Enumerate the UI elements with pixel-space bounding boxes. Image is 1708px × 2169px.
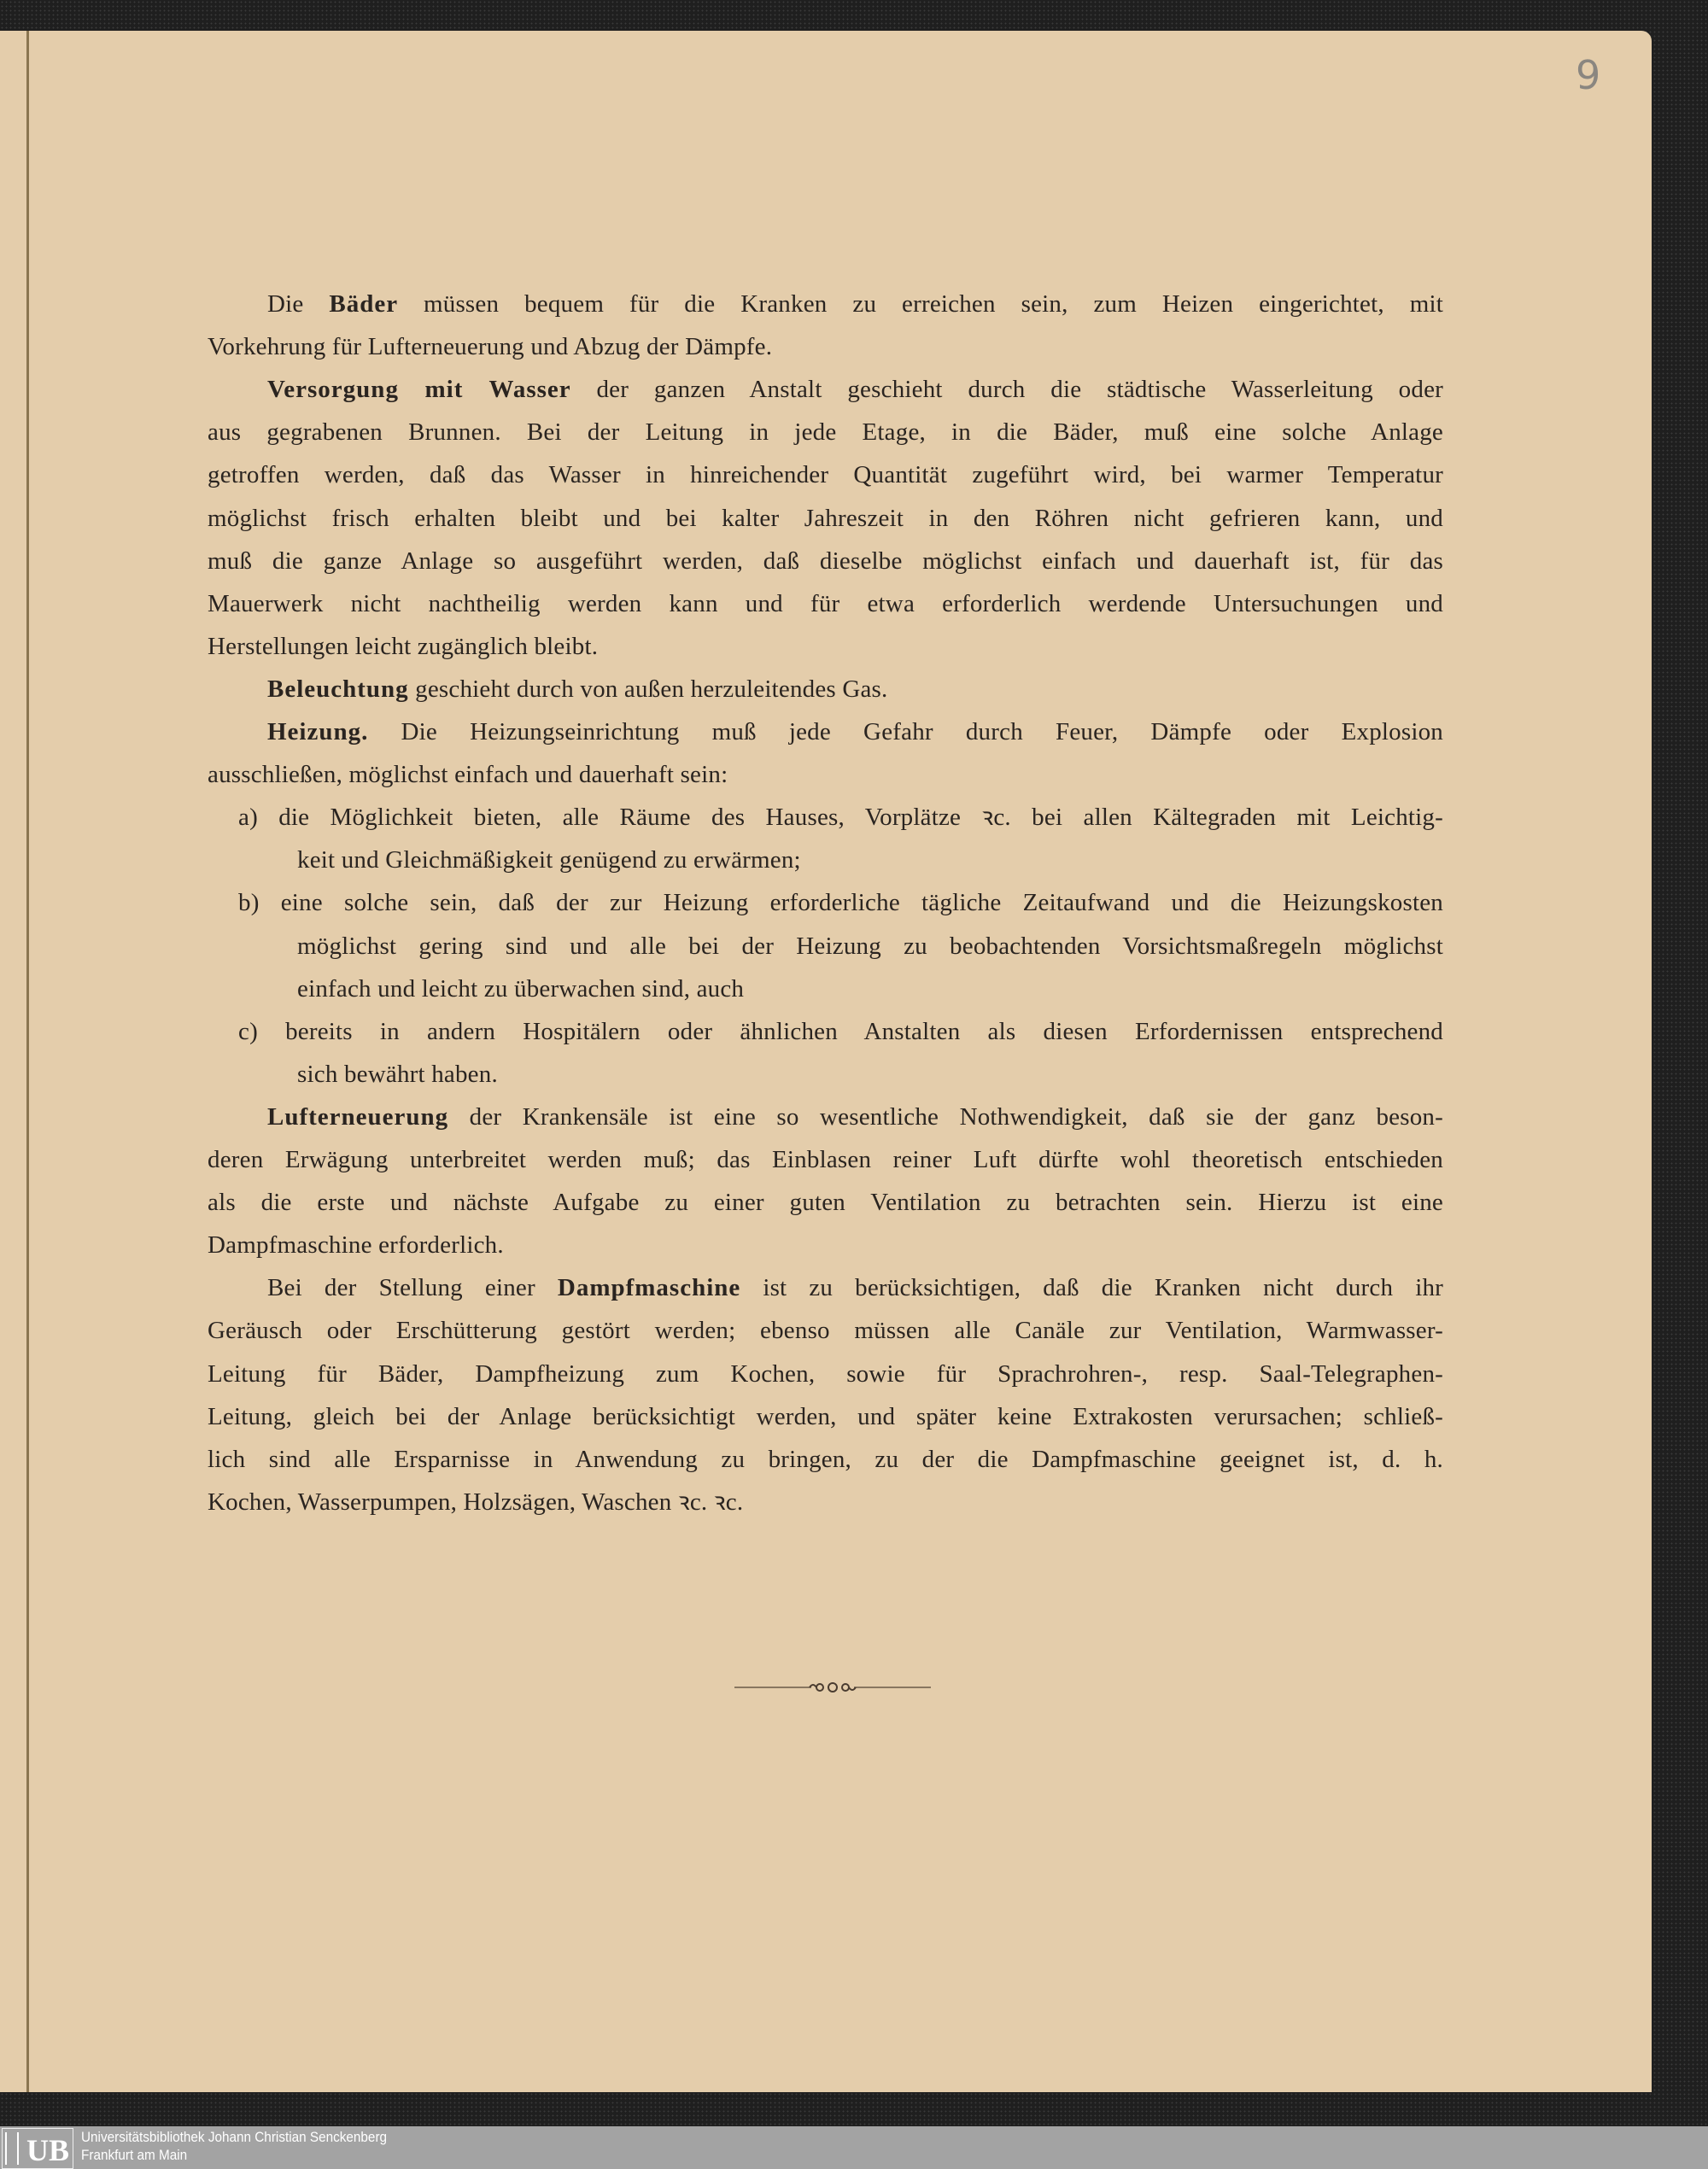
text-line (267, 672, 1443, 706)
text-segment: Kochen, Wasserpumpen, Holzsägen, Waschen ꝛc. ꝛc. (208, 1488, 744, 1516)
text-line (267, 1100, 1443, 1134)
text-line (208, 587, 1443, 621)
logo-text: UB (26, 2133, 69, 2167)
text-line (208, 544, 1443, 578)
text-line (208, 1143, 1443, 1177)
text-segment: müssen bequem für die Kranken zu erreichen sein, zum Heizen eingerichtet, mit (398, 290, 1443, 318)
ub-logo (2, 2128, 73, 2169)
text-line (208, 1228, 1443, 1262)
text-line (208, 1313, 1443, 1348)
text-segment: ist zu berücksichtigen, daß die Kranken nicht durch ihr (740, 1274, 1444, 1302)
text-segment: lich sind alle Ersparnisse in Anwendung zu bringen, zu der die Dampfmaschine geeignet ist, d. h. (208, 1445, 1443, 1473)
ornament-divider (734, 1679, 931, 1696)
text-line (238, 1014, 1443, 1049)
document-page (0, 31, 1652, 2092)
text-segment: Die (267, 290, 330, 318)
text-line (297, 972, 1443, 1006)
text-segment: Vorkehrung für Lufterneuerung und Abzug der Dämpfe. (208, 333, 773, 361)
text-segment: b) eine solche sein, daß der zur Heizung erforderliche tägliche Zeitaufwand und die Heizungskosten (238, 889, 1443, 917)
text-line (208, 415, 1443, 449)
page-number: 9 (1576, 52, 1601, 98)
bold-term: Dampfmaschine (557, 1274, 741, 1302)
text-line (208, 1400, 1443, 1434)
text-segment: a) die Möglichkeit bieten, alle Räume des Hauses, Vorplätze ꝛc. bei allen Kältegraden mit Leichtig- (238, 804, 1443, 832)
text-segment: möglichst frisch erhalten bleibt und bei kalter Jahreszeit in den Röhren nicht gefrieren kann, und (208, 504, 1443, 532)
text-segment: der ganzen Anstalt geschieht durch die städtische Wasserleitung oder (570, 376, 1444, 404)
text-line (208, 1442, 1443, 1476)
library-footer (0, 2126, 1708, 2169)
text-segment: Die Heizungseinrichtung muß jede Gefahr durch Feuer, Dämpfe oder Explosion (368, 718, 1443, 745)
text-line (297, 843, 1443, 877)
text-segment: getroffen werden, daß das Wasser in hinreichender Quantität zugeführt wird, bei warmer Temperatur (208, 461, 1443, 489)
text-segment: Dampfmaschine erforderlich. (208, 1231, 504, 1260)
footer-line1: Universitätsbibliothek Johann Christian Senckenberg (81, 2129, 388, 2145)
text-line (208, 330, 1443, 364)
text-line (208, 1185, 1443, 1219)
text-segment: Leitung für Bäder, Dampfheizung zum Kochen, sowie für Sprachrohren-, resp. Saal-Telegraphen- (208, 1359, 1443, 1388)
text-segment: muß die ganze Anlage so ausgeführt werden, daß dieselbe möglichst einfach und dauerhaft ist, für das (208, 547, 1443, 575)
text-line (297, 1057, 1443, 1091)
text-segment: c) bereits in andern Hospitälern oder ähnlichen Anstalten als diesen Erfordernissen entsprechend (238, 1017, 1443, 1045)
footer-line2: Frankfurt am Main (81, 2147, 188, 2163)
text-segment: einfach und leicht zu überwachen sind, auch (297, 974, 745, 1003)
text-line (238, 886, 1443, 920)
text-segment: Herstellungen leicht zugänglich bleibt. (208, 632, 599, 660)
text-line (267, 287, 1443, 321)
text-segment: ausschließen, möglichst einfach und dauerhaft sein: (208, 761, 728, 789)
text-line (297, 929, 1443, 963)
bold-term: Lufterneuerung (267, 1102, 449, 1131)
bold-term: Beleuchtung (267, 675, 409, 703)
text-line (267, 372, 1443, 406)
text-line (208, 1357, 1443, 1391)
text-segment: geschieht durch von außen herzuleitendes Gas. (408, 675, 888, 703)
text-segment: der Krankensäle ist eine so wesentliche Nothwendigkeit, daß sie der ganz beson- (448, 1102, 1443, 1131)
text-line (267, 1271, 1443, 1305)
text-line (208, 458, 1443, 492)
text-segment: als die erste und nächste Aufgabe zu einer guten Ventilation zu betrachten sein. Hierzu ist eine (208, 1189, 1443, 1217)
text-segment: deren Erwägung unterbreitet werden muß; das Einblasen reiner Luft dürfte wohl theoretisch entschieden (208, 1146, 1443, 1173)
text-line (267, 715, 1443, 749)
text-line (208, 501, 1443, 535)
page-spine-edge (26, 31, 29, 2092)
bold-term: Heizung. (267, 718, 369, 745)
text-line (208, 757, 1443, 792)
text-segment: Bei der Stellung einer (267, 1274, 558, 1302)
bold-term: Bäder (329, 290, 399, 318)
bold-term: Versorgung mit Wasser (267, 376, 571, 404)
text-segment: aus gegrabenen Brunnen. Bei der Leitung in jede Etage, in die Bäder, muß eine solche Anlage (208, 418, 1443, 447)
text-segment: keit und Gleichmäßigkeit genügend zu erwärmen; (297, 846, 801, 874)
text-segment: Leitung, gleich bei der Anlage berücksichtigt werden, und später keine Extrakosten verursachen; schließ- (208, 1402, 1443, 1430)
text-segment: Mauerwerk nicht nachtheilig werden kann und für etwa erforderlich werdende Untersuchungen und (208, 589, 1443, 617)
text-segment: Geräusch oder Erschütterung gestört werden; ebenso müssen alle Canäle zur Ventilation, Warmwasser- (208, 1317, 1443, 1345)
text-segment: sich bewährt haben. (297, 1060, 498, 1088)
text-line (208, 629, 1443, 664)
text-line (238, 800, 1443, 834)
text-line (208, 1485, 1443, 1519)
text-segment: möglichst gering sind und alle bei der Heizung zu beobachtenden Vorsichtsmaßregeln möglichst (297, 932, 1443, 960)
